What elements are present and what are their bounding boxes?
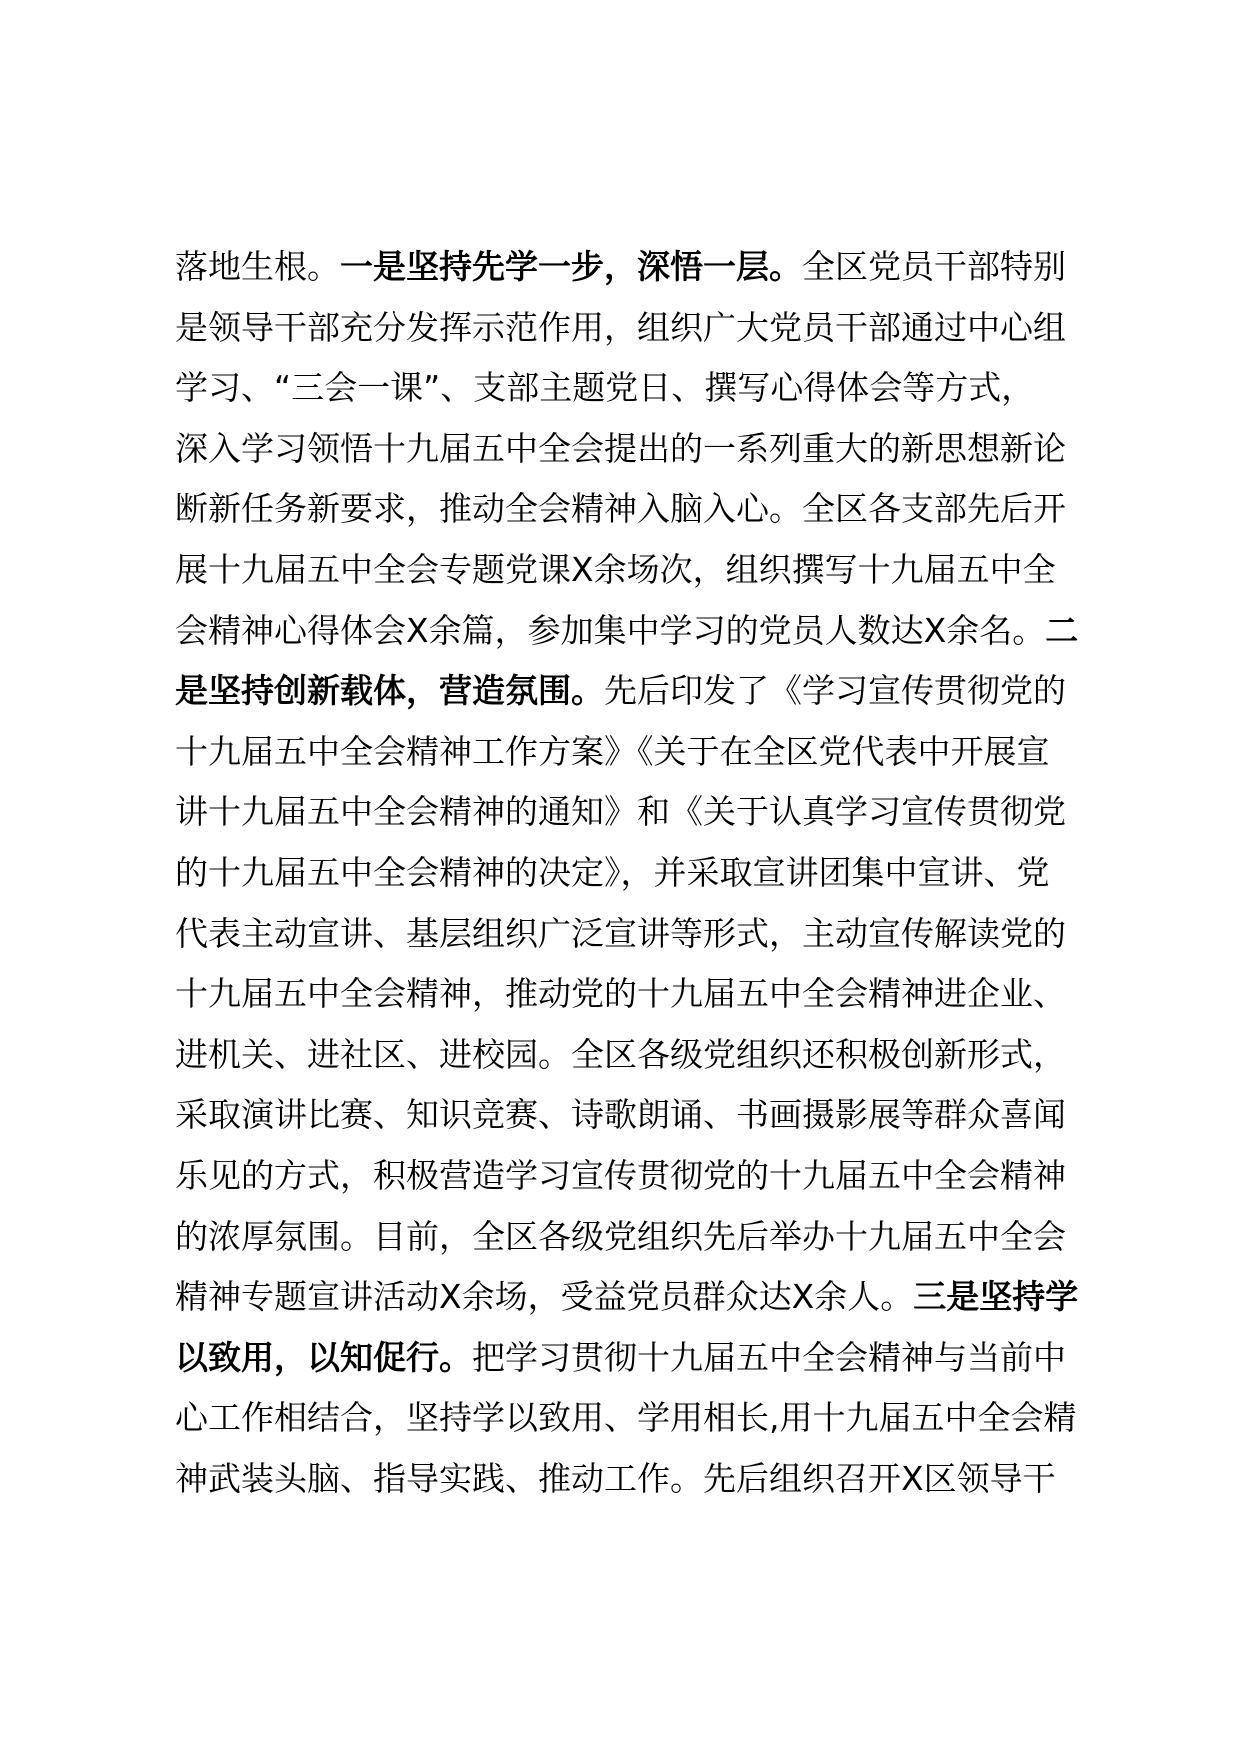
body-text: 十九届五中全会精神，推动党的十九届五中全会精神进企业、 (175, 974, 1066, 1014)
text-line (175, 1388, 1095, 1449)
bold-heading-text: 三是坚持学 (913, 1277, 1079, 1317)
body-text: 神武装头脑、指导实践、推动工作。先后组织召开X区领导干 (175, 1458, 1056, 1498)
text-line (175, 1207, 1095, 1268)
bold-heading-text: 以致用，以知促行。 (175, 1337, 472, 1377)
text-line (175, 237, 1095, 298)
body-text: 讲十九届五中全会精神的通知》和《关于认真学习宣传贯彻党 (175, 792, 1066, 832)
body-text: 学习、“三会一课”、支部主题党日、撰写心得体会等方式， (175, 368, 1035, 408)
text-line (175, 661, 1095, 722)
body-text: 把学习贯彻十九届五中全会精神与当前中 (472, 1337, 1066, 1377)
body-text: 乐见的方式，积极营造学习宣传贯彻党的十九届五中全会精神 (175, 1155, 1066, 1195)
text-line (175, 298, 1095, 359)
text-line (175, 419, 1095, 480)
text-line (175, 358, 1095, 419)
body-text: 是领导干部充分发挥示范作用，组织广大党员干部通过中心组 (175, 307, 1066, 347)
body-text: 精神专题宣讲活动X余场，受益党员群众达X余人。 (175, 1277, 914, 1317)
text-line (175, 964, 1095, 1025)
body-text: 先后印发了《学习宣传贯彻党的 (604, 671, 1066, 711)
text-line (175, 904, 1095, 965)
text-line (175, 540, 1095, 601)
body-text: 进机关、进社区、进校园。全区各级党组织还积极创新形式， (175, 1034, 1066, 1074)
text-line (175, 1449, 1095, 1510)
bold-heading-text: 一是坚持先学一步，深悟一层。 (340, 247, 802, 286)
body-text: 会精神心得体会X余篇，参加集中学习的党员人数达X余名。 (175, 610, 1046, 650)
bold-heading-text: 二 (1045, 610, 1079, 650)
body-text: 全区党员干部特别 (802, 247, 1066, 286)
body-text: 十九届五中全会精神工作方案》《关于在全区党代表中开展宣 (175, 731, 1050, 771)
text-line (175, 1085, 1095, 1146)
text-line (175, 1267, 1095, 1328)
body-text: 的浓厚氛围。目前，全区各级党组织先后举办十九届五中全会 (175, 1216, 1066, 1256)
body-text: 心工作相结合，坚持学以致用、学用相长,用十九届五中全会精 (175, 1398, 1077, 1438)
text-line (175, 601, 1095, 662)
body-text: 的十九届五中全会精神的决定》，并采取宣讲团集中宣讲、党 (175, 852, 1050, 892)
body-paragraph (175, 237, 1095, 1509)
text-line (175, 479, 1095, 540)
bold-heading-text: 是坚持创新载体，营造氛围。 (175, 671, 604, 711)
text-line (175, 782, 1095, 843)
body-text: 断新任务新要求，推动全会精神入脑入心。全区各支部先后开 (175, 489, 1066, 529)
body-text: 代表主动宣讲、基层组织广泛宣讲等形式，主动宣传解读党的 (175, 913, 1066, 953)
text-line (175, 722, 1095, 783)
body-text: 展十九届五中全会专题党课X余场次，组织撰写十九届五中全 (175, 549, 1056, 589)
text-line (175, 1146, 1095, 1207)
body-text: 落地生根。 (175, 247, 340, 286)
text-line (175, 843, 1095, 904)
text-line (175, 1328, 1095, 1389)
body-text: 深入学习领悟十九届五中全会提出的一系列重大的新思想新论 (175, 428, 1066, 468)
text-line (175, 1025, 1095, 1086)
body-text: 采取演讲比赛、知识竞赛、诗歌朗诵、书画摄影展等群众喜闻 (175, 1095, 1066, 1135)
